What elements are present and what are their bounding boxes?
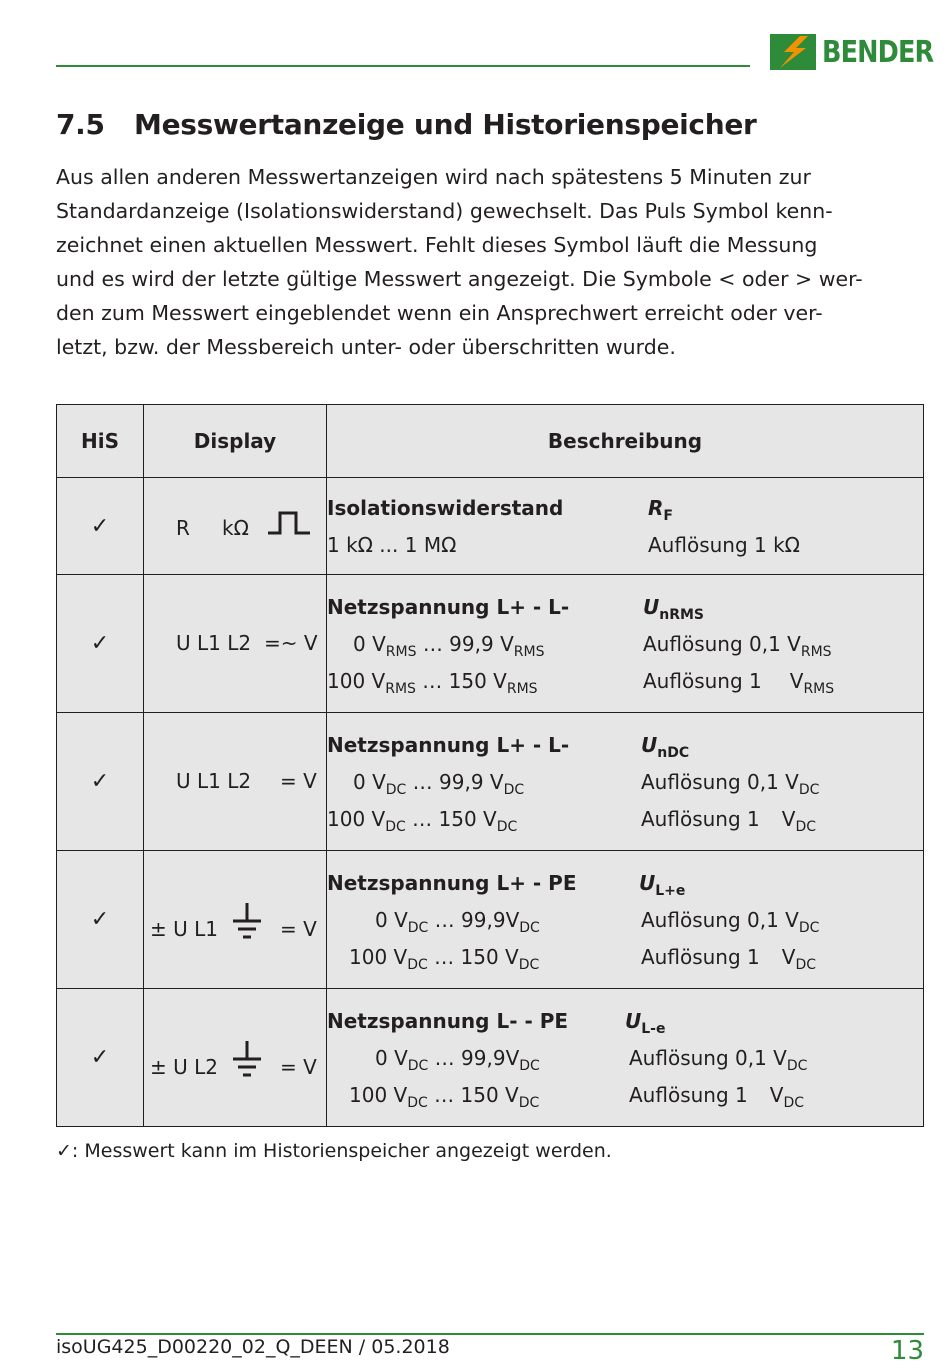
desc-title: Netzspannung L+ - L- — [327, 732, 570, 757]
display-cell — [144, 713, 327, 851]
description-cell — [327, 713, 924, 851]
desc-range: 0 $V_{DC}$ … 99,9 $V_{DC}$ — [353, 769, 525, 798]
footer-rule — [56, 1333, 924, 1335]
logo-text: BENDER — [822, 34, 934, 70]
display-text: ± U L2 — [150, 1055, 218, 1079]
desc-resolution: Auflösung 1 $V_{RMS}$ — [643, 668, 835, 697]
desc-range: 100 $V_{DC}$ … 150 $V_{DC}$ — [349, 944, 540, 973]
display-unit: = V — [280, 769, 317, 793]
header-display: Display — [144, 405, 327, 478]
intro-line: Aus allen anderen Messwertanzeigen wird nach spätestens 5 Minuten zur — [56, 165, 811, 189]
display-unit: = V — [280, 917, 317, 941]
ground-icon — [230, 901, 264, 943]
ground-icon — [230, 1039, 264, 1081]
desc-resolution: Auflösung 1 $V_{DC}$ — [641, 944, 816, 973]
bender-logo — [770, 32, 950, 72]
check-mark: ✓ — [57, 989, 144, 1127]
description-cell — [327, 989, 924, 1127]
desc-symbol: $U_{nRMS}$ — [643, 594, 705, 623]
desc-range: 0 $V_{DC}$ … $99,9V_{DC}$ — [375, 907, 540, 936]
table-header-row — [57, 405, 924, 478]
display-cell — [144, 989, 327, 1127]
desc-title: Netzspannung L+ - PE — [327, 870, 577, 895]
display-text: ± U L1 — [150, 917, 218, 941]
desc-resolution: Auflösung 1 $V_{DC}$ — [641, 806, 816, 835]
description-cell — [327, 478, 924, 575]
desc-title: Netzspannung L- - PE — [327, 1008, 569, 1033]
pulse-icon — [268, 510, 314, 536]
table-row — [57, 989, 924, 1127]
section-heading — [56, 108, 757, 141]
desc-resolution: Auflösung 1 $V_{DC}$ — [629, 1082, 804, 1111]
intro-line: den zum Messwert eingeblendet wenn ein Ansprechwert erreicht oder ver- — [56, 301, 823, 325]
display-text: R — [176, 516, 190, 540]
description-cell — [327, 851, 924, 989]
display-text: U L1 L2 — [176, 631, 252, 655]
intro-line: letzt, bzw. der Messbereich unter- oder überschritten wurde. — [56, 335, 676, 359]
desc-title: Netzspannung L+ - L- — [327, 594, 570, 619]
desc-symbol: $R_F$ — [648, 495, 673, 524]
display-text: U L1 L2 — [176, 769, 252, 793]
display-unit: = V — [280, 1055, 317, 1079]
header-rule — [56, 65, 750, 67]
history-table — [56, 404, 924, 1127]
section-title: Messwertanzeige und Historienspeicher — [134, 108, 757, 141]
check-mark: ✓ — [57, 478, 144, 575]
intro-line: und es wird der letzte gültige Messwert angezeigt. Die Symbole < oder > wer- — [56, 267, 863, 291]
table-row — [57, 478, 924, 575]
intro-line: zeichnet einen aktuellen Messwert. Fehlt dieses Symbol läuft die Messung — [56, 233, 818, 257]
desc-title: Isolationswiderstand — [327, 495, 564, 520]
desc-resolution: Auflösung 1 kΩ — [648, 532, 800, 557]
desc-resolution: Auflösung 0,1 $V_{DC}$ — [641, 769, 820, 798]
desc-range: 0 $V_{RMS}$ … 99,9 $V_{RMS}$ — [353, 631, 545, 660]
desc-range: 0 $V_{DC}$ … $99,9V_{DC}$ — [375, 1045, 540, 1074]
bender-logo-icon — [770, 34, 816, 70]
check-mark: ✓ — [57, 575, 144, 713]
desc-symbol: $U_{L-e}$ — [625, 1008, 666, 1037]
header-description: Beschreibung — [327, 405, 924, 478]
display-unit: kΩ — [222, 516, 249, 540]
table-row — [57, 851, 924, 989]
intro-line: Standardanzeige (Isolationswiderstand) gewechselt. Das Puls Symbol kenn- — [56, 199, 833, 223]
desc-resolution: Auflösung 0,1 $V_{DC}$ — [629, 1045, 808, 1074]
desc-resolution: Auflösung 0,1 $V_{DC}$ — [641, 907, 820, 936]
intro-paragraph — [56, 160, 926, 364]
desc-symbol: $U_{L+e}$ — [639, 870, 686, 899]
desc-range: 100 $V_{RMS}$ … 150 $V_{RMS}$ — [327, 668, 538, 697]
footer-document-id: isoUG425_D00220_02_Q_DEEN / 05.2018 — [56, 1336, 450, 1358]
table-row — [57, 575, 924, 713]
footnote-text: : Messwert kann im Historienspeicher angezeigt werden. — [71, 1140, 612, 1162]
table-row — [57, 713, 924, 851]
check-mark: ✓ — [57, 713, 144, 851]
desc-range: 100 $V_{DC}$ … 150 $V_{DC}$ — [327, 806, 518, 835]
check-mark: ✓ — [57, 851, 144, 989]
desc-range: 100 $V_{DC}$ … 150 $V_{DC}$ — [349, 1082, 540, 1111]
footnote — [56, 1140, 612, 1162]
section-number: 7.5 — [56, 108, 105, 141]
footnote-mark: ✓ — [56, 1140, 72, 1162]
desc-symbol: $U_{nDC}$ — [641, 732, 690, 761]
header-his: HiS — [57, 405, 144, 478]
display-cell — [144, 575, 327, 713]
display-cell — [144, 478, 327, 575]
page-number: 13 — [890, 1336, 924, 1366]
display-unit: =~ V — [264, 631, 318, 655]
desc-resolution: Auflösung 0,1 $V_{RMS}$ — [643, 631, 832, 660]
description-cell — [327, 575, 924, 713]
desc-range: 1 kΩ ... 1 MΩ — [327, 532, 457, 557]
display-cell — [144, 851, 327, 989]
